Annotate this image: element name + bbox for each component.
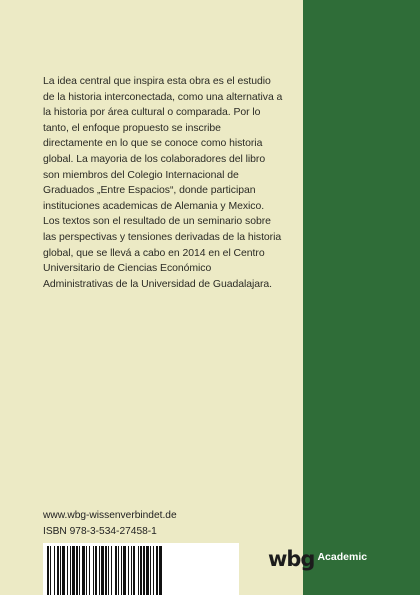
barcode-bar	[62, 546, 65, 595]
barcode-bar	[111, 546, 112, 595]
green-band	[303, 0, 420, 595]
publisher-website: www.wbg-wissenverbindet.de	[43, 510, 177, 521]
barcode-bar	[79, 546, 80, 595]
barcode-bar	[93, 546, 94, 595]
barcode-bar	[159, 546, 162, 595]
barcode-bar	[143, 546, 145, 595]
barcode-bar	[99, 546, 100, 595]
barcode-bar	[54, 546, 55, 595]
barcode-bar	[72, 546, 75, 595]
barcode-bar	[57, 546, 59, 595]
barcode-bar	[67, 546, 68, 595]
barcode-bar	[101, 546, 104, 595]
barcode-graphic	[43, 543, 239, 595]
barcode-bar	[121, 546, 122, 595]
barcode-bar	[82, 546, 85, 595]
barcode-bar	[76, 546, 78, 595]
barcode-bar	[89, 546, 90, 595]
barcode-bar	[138, 546, 139, 595]
barcode-bar	[133, 546, 135, 595]
barcode-bar	[115, 546, 117, 595]
barcode-bar	[131, 546, 132, 595]
barcode-bar	[95, 546, 97, 595]
barcode-bar	[153, 546, 154, 595]
publisher-logo	[268, 547, 367, 571]
logo-academic-text: Academic	[317, 551, 368, 563]
barcode-bar	[123, 546, 126, 595]
isbn-number: ISBN 978-3-534-27458-1	[43, 526, 157, 537]
barcode-bar	[140, 546, 142, 595]
barcode-bar	[156, 546, 158, 595]
barcode-bar	[128, 546, 129, 595]
logo-wbg-text: wbg	[268, 546, 315, 571]
barcode-bar	[60, 546, 61, 595]
barcode	[43, 543, 239, 595]
barcode-bar	[50, 546, 51, 595]
blurb-text: La idea central que inspira esta obra es el estudio de la historia interconectada, como una alternativa a la historia por área cultural o comparada. Por lo tanto, el enfoque propuesto se inscribe directamente en lo que se conoce como historia global. La mayoria de los colaboradores del libro son miembros del Colegio Internacional de Graduados „Entre Espacios“, donde participan instituciones academicas de Alemania y Mexico. Los textos son el resultado de un seminario sobre las perspectivas y tensiones derivadas de la historia global, que se llevá a cabo en 2014 en el Centro Universitario de Ciencias Económico Administrativas de la Universidad de Guadalajara.	[43, 76, 283, 290]
barcode-bar	[108, 546, 109, 595]
barcode-bar	[118, 546, 119, 595]
barcode-bar	[70, 546, 71, 595]
barcode-bar	[105, 546, 107, 595]
barcode-bar	[150, 546, 151, 595]
barcode-bar	[47, 546, 49, 595]
barcode-bar	[146, 546, 149, 595]
barcode-bar	[86, 546, 87, 595]
